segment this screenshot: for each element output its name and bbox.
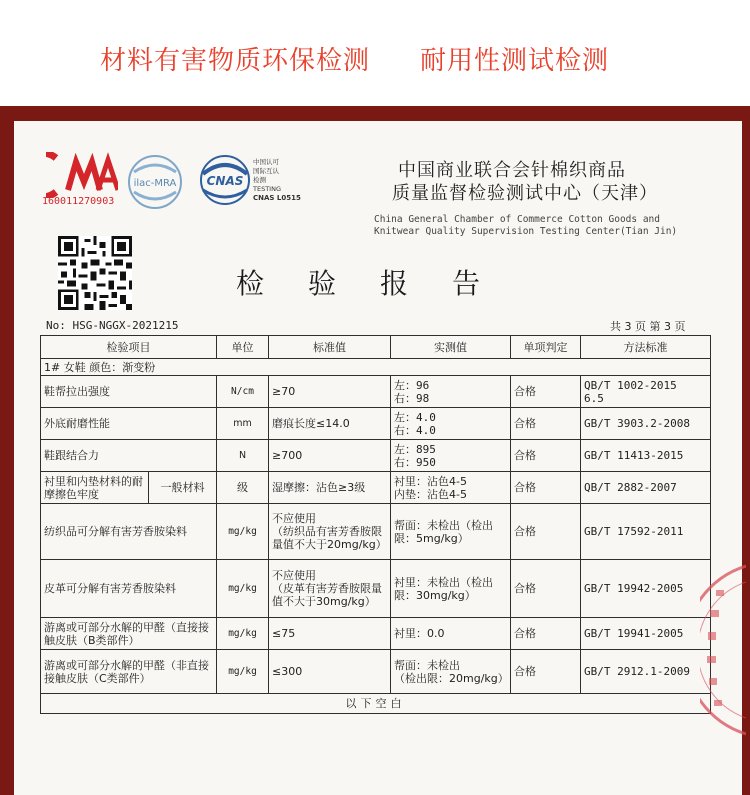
cell-verdict: 合格 (511, 618, 581, 650)
cell-verdict: 合格 (511, 472, 581, 504)
end-note-row (41, 694, 711, 714)
org-english-line2: Knitwear Quality Supervision Testing Center(Tian Jin) (374, 226, 678, 237)
table-row (41, 376, 711, 408)
cell-unit: N (217, 440, 269, 472)
header-verdict: 单项判定 (511, 336, 581, 359)
cell-sub-item: 一般材料 (149, 472, 217, 504)
cell-unit: mg/kg (217, 560, 269, 618)
cell-measured: 帮面：未检出（检出限：5mg/kg） (391, 504, 511, 560)
cell-measured: 衬里：沾色4-5 内垫：沾色4-5 (391, 472, 511, 504)
banner-title-left: 材料有害物质环保检测 (100, 46, 371, 76)
banner (0, 0, 750, 108)
report-number: No: HSG-NGGX-2021215 (46, 319, 179, 332)
cell-measured: 左：96 右：98 (391, 376, 511, 408)
table-row (41, 504, 711, 560)
table-row (41, 408, 711, 440)
table-row (41, 560, 711, 618)
cell-item: 鞋帮拉出强度 (41, 376, 217, 408)
cell-verdict: 合格 (511, 440, 581, 472)
cell-item: 游离或可部分水解的甲醛（非直接接触皮肤（C类部件） (41, 650, 217, 694)
qr-code-icon (58, 236, 132, 310)
cell-item: 鞋跟结合力 (41, 440, 217, 472)
cell-method: GB/T 19942-2005 (581, 560, 711, 618)
cell-measured: 左：895 右：950 (391, 440, 511, 472)
header-item: 检验项目 (41, 336, 217, 359)
cma-logo-icon (46, 152, 118, 198)
cell-standard: ≥700 (269, 440, 391, 472)
cell-item: 衬里和内垫材料的耐摩擦色牢度 (41, 472, 149, 504)
cnas-accreditation (253, 158, 313, 203)
cell-verdict: 合格 (511, 408, 581, 440)
cell-measured: 衬里：0.0 (391, 618, 511, 650)
ilac-text: ilac-MRA (133, 178, 177, 189)
inspection-table (40, 335, 711, 714)
page-info: 共 3 页 第 3 页 (610, 320, 686, 333)
banner-title-right: 耐用性测试检测 (420, 46, 610, 76)
header-unit: 单位 (217, 336, 269, 359)
cell-standard: ≤300 (269, 650, 391, 694)
cell-standard: ≤75 (269, 618, 391, 650)
header-method: 方法标准 (581, 336, 711, 359)
cell-item: 纺织品可分解有害芳香胺染料 (41, 504, 217, 560)
section-row (41, 359, 711, 376)
cell-verdict: 合格 (511, 650, 581, 694)
cell-method: GB/T 2912.1-2009 (581, 650, 711, 694)
cell-standard: 湿摩擦：沾色≥3级 (269, 472, 391, 504)
cell-standard: 不应使用 （纺织品有害芳香胺限量值不大于20mg/kg） (269, 504, 391, 560)
table-row (41, 472, 711, 504)
cnas-line: TESTING (253, 185, 281, 193)
cnas-line: 国际互认 (253, 167, 279, 175)
cell-item: 皮革可分解有害芳香胺染料 (41, 560, 217, 618)
org-name-line2: 质量监督检验测试中心（天津） (392, 183, 658, 204)
cell-unit: mm (217, 408, 269, 440)
cell-verdict: 合格 (511, 560, 581, 618)
seal-stamp-icon (700, 560, 746, 740)
cell-method: QB/T 2882-2007 (581, 472, 711, 504)
cell-measured: 左：4.0 右：4.0 (391, 408, 511, 440)
cell-item: 游离或可部分水解的甲醛（直接接触皮肤（B类部件） (41, 618, 217, 650)
cma-number: 160011270903 (42, 196, 115, 207)
cnas-line: 中国认可 (253, 158, 279, 166)
cell-unit: mg/kg (217, 618, 269, 650)
cell-unit: mg/kg (217, 650, 269, 694)
cell-method: GB/T 11413-2015 (581, 440, 711, 472)
org-english-name (374, 214, 694, 238)
header-measured: 实测值 (391, 336, 511, 359)
cell-unit: N/cm (217, 376, 269, 408)
org-name-line1: 中国商业联合会针棉织商品 (398, 160, 626, 181)
cell-unit: 级 (217, 472, 269, 504)
cell-method: GB/T 17592-2011 (581, 504, 711, 560)
ilac-mra-logo-icon (124, 154, 186, 210)
cnas-code: CNAS L0515 (253, 194, 301, 202)
cell-method: GB/T 19941-2005 (581, 618, 711, 650)
cell-standard: ≥70 (269, 376, 391, 408)
cell-standard: 不应使用 （皮革有害芳香胺限量值不大于30mg/kg） (269, 560, 391, 618)
table-header-row (41, 336, 711, 359)
cell-method: QB/T 1002-2015 6.5 (581, 376, 711, 408)
cell-measured: 帮面：未检出 （检出限：20mg/kg） (391, 650, 511, 694)
org-english-line1: China General Chamber of Commerce Cotton Goods and (374, 214, 660, 225)
cell-standard: 磨痕长度≤14.0 (269, 408, 391, 440)
cnas-text: CNAS (206, 174, 244, 188)
cnas-logo-icon (197, 154, 253, 206)
end-note: 以下空白 (41, 694, 711, 714)
cell-measured: 衬里：未检出（检出限：30mg/kg） (391, 560, 511, 618)
cell-item: 外底耐磨性能 (41, 408, 217, 440)
cell-verdict: 合格 (511, 504, 581, 560)
header-standard: 标准值 (269, 336, 391, 359)
table-row (41, 618, 711, 650)
table-row (41, 650, 711, 694)
report-title: 检验报告 (236, 267, 525, 300)
cell-method: GB/T 3903.2-2008 (581, 408, 711, 440)
cnas-line: 检测 (253, 176, 266, 184)
section-label: 1# 女鞋 颜色：渐变粉 (41, 359, 711, 376)
cell-verdict: 合格 (511, 376, 581, 408)
table-row (41, 440, 711, 472)
cell-unit: mg/kg (217, 504, 269, 560)
